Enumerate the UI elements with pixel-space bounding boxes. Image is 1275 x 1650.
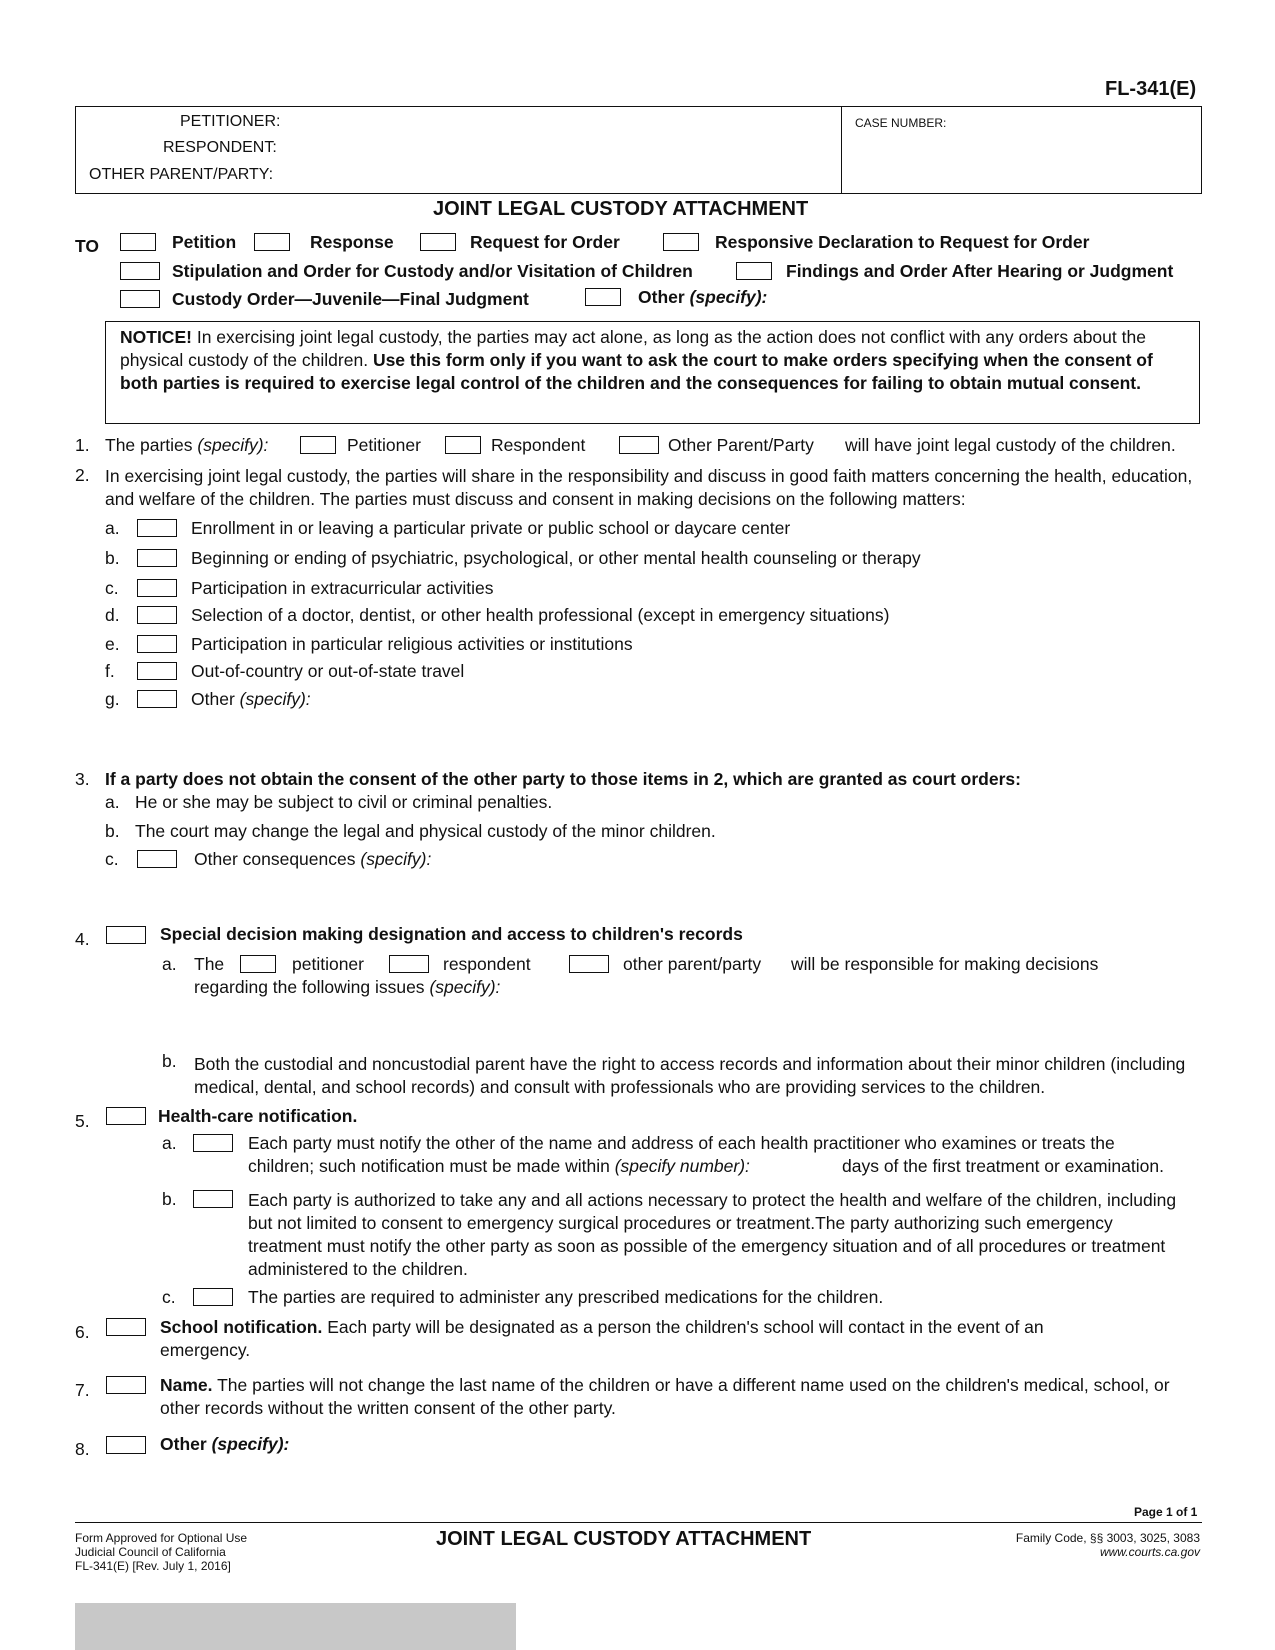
item2g-checkbox[interactable]: [137, 690, 177, 708]
item4-checkbox[interactable]: [106, 926, 146, 944]
item7-text: [160, 1374, 1170, 1420]
to-other-label: [638, 287, 767, 308]
item5b-letter: b.: [162, 1189, 177, 1209]
other-parent-label: OTHER PARENT/PARTY:: [89, 166, 274, 183]
item4a-tail: will be responsible for making decisions: [791, 954, 1099, 974]
item2b-letter: b.: [105, 548, 120, 568]
findings-label: Findings and Order After Hearing or Judgment: [786, 261, 1174, 281]
item8-text: [160, 1434, 289, 1455]
item4a-respondent-checkbox[interactable]: [389, 955, 429, 973]
item2-text: In exercising joint legal custody, the parties will share in the responsibility and discuss in good faith matters concerning the health, education, and welfare of the children. The parties must discuss and consent in making decisions on the following matters:: [105, 466, 1193, 509]
item2a-text: Enrollment in or leaving a particular private or public school or daycare center: [191, 518, 791, 538]
item4-heading: Special decision making designation and access to children's records: [160, 924, 743, 944]
item2e-letter: e.: [105, 634, 120, 654]
item5a-specify: (specify number):: [614, 1156, 750, 1176]
item8-checkbox[interactable]: [106, 1436, 146, 1454]
item7-checkbox[interactable]: [106, 1376, 146, 1394]
item5a-line2-lead: children; such notification must be made within: [248, 1156, 610, 1176]
item5a-letter: a.: [162, 1133, 177, 1153]
request-for-order-label: Request for Order: [470, 232, 620, 252]
item6-body: Each party will be designated as a person the children's school will contact in the event of an emergency.: [160, 1317, 1044, 1360]
item2f-checkbox[interactable]: [137, 662, 177, 680]
item4a-the: The: [194, 954, 225, 974]
notice-bold-body: Use this form only if you want to ask the court to make orders specifying when the consent of both parties is required to exercise legal control of the children and the consequences for failing to obtain mutual consent.: [120, 350, 1153, 393]
item4a-respondent-label: respondent: [443, 954, 531, 974]
item7-body: The parties will not change the last name of the children or have a different name used on the children's medical, school, or other records without the written consent of the other party.: [160, 1375, 1170, 1418]
item1-petitioner-checkbox[interactable]: [300, 436, 336, 454]
item5c-text: The parties are required to administer any prescribed medications for the children.: [248, 1287, 884, 1307]
response-label: Response: [310, 232, 394, 252]
item2f-text: Out-of-country or out-of-state travel: [191, 661, 465, 681]
petitioner-label: PETITIONER:: [180, 113, 281, 130]
footer-right1: Family Code, §§ 3003, 3025, 3083: [1015, 1531, 1200, 1545]
footer-left2: Judicial Council of California: [75, 1545, 226, 1559]
item2f-letter: f.: [105, 661, 115, 681]
item4a-other-label: other parent/party: [623, 954, 762, 974]
item3-heading: If a party does not obtain the consent of the other party to those items in 2, which are granted as court orders:: [105, 769, 1021, 789]
item2g-specify: (specify):: [239, 689, 311, 709]
item2d-text: Selection of a doctor, dentist, or other health professional (except in emergency situations): [191, 605, 890, 625]
notice-body: In exercising joint legal custody, the parties may act alone, as long as the action does not conflict with any orders about the physical custody of the children.: [120, 327, 1146, 370]
stipulation-label: Stipulation and Order for Custody and/or Visitation of Children: [172, 261, 693, 281]
item4-number: 4.: [75, 929, 90, 949]
item3b-letter: b.: [105, 821, 120, 841]
response-checkbox[interactable]: [254, 233, 290, 251]
to-other-checkbox[interactable]: [585, 288, 621, 306]
item1-petitioner-label: Petitioner: [347, 435, 421, 455]
item5b-text: Each party is authorized to take any and all actions necessary to protect the health and welfare of the children, including but not limited to consent to emergency surgical procedures or treatment.The party authorizing such emergency treatment must notify the other party as soon as possible of the emergency situation and of all procedures or treatment administered to the children.: [248, 1190, 1177, 1279]
item4a-letter: a.: [162, 954, 177, 974]
item6-heading: School notification.: [160, 1317, 323, 1337]
item6-number: 6.: [75, 1322, 90, 1342]
item2a-checkbox[interactable]: [137, 519, 177, 537]
item2d-checkbox[interactable]: [137, 606, 177, 624]
item1-other-parent-label: Other Parent/Party: [668, 435, 814, 455]
item2b-text: Beginning or ending of psychiatric, psychological, or other mental health counseling or therapy: [191, 548, 921, 568]
item4b-letter: b.: [162, 1051, 177, 1071]
item8-specify: (specify):: [211, 1434, 290, 1454]
item4a-petitioner-checkbox[interactable]: [240, 955, 276, 973]
request-for-order-checkbox[interactable]: [420, 233, 456, 251]
item5c-letter: c.: [162, 1287, 176, 1307]
custody-order-checkbox[interactable]: [120, 290, 160, 308]
custody-order-label: Custody Order—Juvenile—Final Judgment: [172, 289, 529, 309]
item2c-checkbox[interactable]: [137, 579, 177, 597]
item6-checkbox[interactable]: [106, 1318, 146, 1336]
item4a-specify: (specify):: [429, 977, 501, 997]
item2g-other: Other: [191, 689, 235, 709]
item3c-letter: c.: [105, 849, 119, 869]
item4a-petitioner-label: petitioner: [292, 954, 364, 974]
item3c-label: Other consequences: [194, 849, 356, 869]
item7-number: 7.: [75, 1380, 90, 1400]
item2a-letter: a.: [105, 518, 120, 538]
caption-divider: [841, 106, 842, 194]
item5b-checkbox[interactable]: [193, 1190, 233, 1208]
item5-number: 5.: [75, 1111, 90, 1131]
item1-number: 1.: [75, 435, 90, 455]
item2e-text: Participation in particular religious activities or institutions: [191, 634, 633, 654]
respondent-label: RESPONDENT:: [163, 139, 277, 156]
item2g-text: [191, 689, 311, 710]
footer-title: JOINT LEGAL CUSTODY ATTACHMENT: [436, 1528, 812, 1550]
item5-heading: Health-care notification.: [158, 1106, 358, 1126]
notice-heading: NOTICE!: [120, 327, 192, 347]
item5-checkbox[interactable]: [106, 1107, 146, 1125]
to-label: TO: [75, 236, 99, 256]
item4b-text: Both the custodial and noncustodial parent have the right to access records and information about their minor children (including medical, dental, and school records) and consult with professionals who are providing services to the children.: [194, 1054, 1186, 1097]
item6-text: [160, 1316, 1120, 1362]
item2g-letter: g.: [105, 689, 120, 709]
gray-bar: [75, 1603, 516, 1650]
stipulation-checkbox[interactable]: [120, 262, 160, 280]
item4a-line2: [194, 977, 500, 998]
item3-number: 3.: [75, 769, 90, 789]
item5c-checkbox[interactable]: [193, 1288, 233, 1306]
item1-lead-text: The parties: [105, 435, 193, 455]
to-other-text: Other: [638, 287, 685, 307]
responsive-declaration-label: Responsive Declaration to Request for Order: [715, 232, 1090, 252]
item2d-letter: d.: [105, 605, 120, 625]
item3c-checkbox[interactable]: [137, 850, 177, 868]
petition-label: Petition: [172, 232, 237, 252]
item2b-checkbox[interactable]: [137, 549, 177, 567]
item1-specify: (specify):: [197, 435, 269, 455]
item5a-line2: [248, 1156, 750, 1177]
page-title: JOINT LEGAL CUSTODY ATTACHMENT: [433, 198, 809, 220]
petition-checkbox[interactable]: [120, 233, 156, 251]
item2c-letter: c.: [105, 578, 119, 598]
item8-number: 8.: [75, 1439, 90, 1459]
item5a-line2-tail: days of the first treatment or examination.: [842, 1156, 1164, 1176]
footer-left1: Form Approved for Optional Use: [75, 1531, 248, 1545]
form-id: FL-341(E): [1105, 78, 1197, 100]
item7-heading: Name.: [160, 1375, 213, 1395]
item1-other-parent-checkbox[interactable]: [619, 436, 659, 454]
item3b-text: The court may change the legal and physical custody of the minor children.: [135, 821, 716, 841]
item3c-text: [194, 849, 431, 870]
item1-lead: [105, 435, 268, 456]
item2-number: 2.: [75, 465, 90, 485]
page-number: Page 1 of 1: [1134, 1505, 1198, 1519]
item2c-text: Participation in extracurricular activities: [191, 578, 494, 598]
notice-text: [120, 326, 1190, 395]
item4a-line2-text: regarding the following issues: [194, 977, 425, 997]
item8-heading: Other: [160, 1434, 207, 1454]
footer-left3: FL-341(E) [Rev. July 1, 2016]: [75, 1559, 231, 1573]
responsive-declaration-checkbox[interactable]: [663, 233, 699, 251]
findings-checkbox[interactable]: [736, 262, 772, 280]
item3a-letter: a.: [105, 792, 120, 812]
to-other-specify: (specify):: [689, 287, 768, 307]
item3a-text: He or she may be subject to civil or criminal penalties.: [135, 792, 553, 812]
item3c-specify: (specify):: [360, 849, 432, 869]
item1-respondent-label: Respondent: [491, 435, 586, 455]
item2e-checkbox[interactable]: [137, 635, 177, 653]
footer-rule: [75, 1522, 1202, 1523]
case-number-label: CASE NUMBER:: [855, 116, 947, 130]
footer-right2: www.courts.ca.gov: [1099, 1545, 1200, 1559]
item4a-other-checkbox[interactable]: [569, 955, 609, 973]
item5a-line1: Each party must notify the other of the name and address of each health practitioner who examines or treats the: [248, 1133, 1115, 1153]
item1-respondent-checkbox[interactable]: [445, 436, 481, 454]
item5a-checkbox[interactable]: [193, 1134, 233, 1152]
item1-tail: will have joint legal custody of the children.: [845, 435, 1176, 455]
